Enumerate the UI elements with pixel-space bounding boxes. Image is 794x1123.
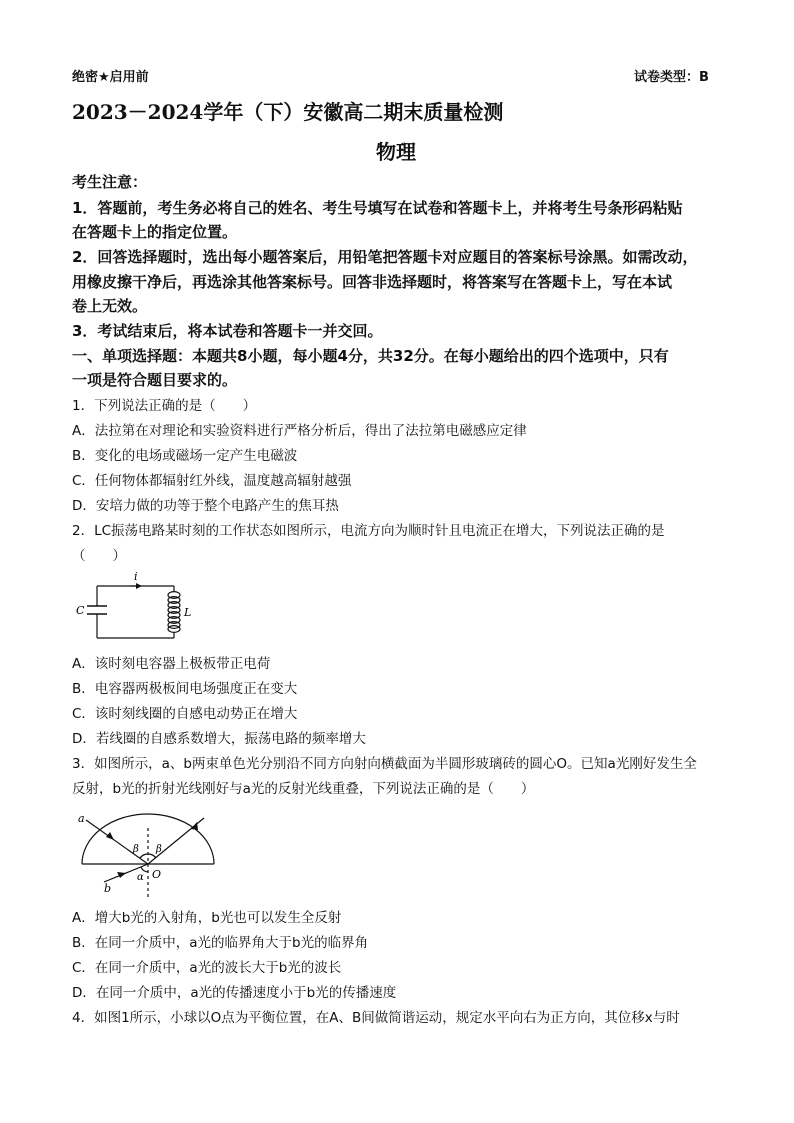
notice-item-2-line-3: 卷上无效。 — [72, 297, 148, 315]
ray-a-arrow — [106, 832, 114, 840]
section-1-heading-line-1: 一、单项选择题：本题共8小题，每小题4分，共32分。在每小题给出的四个选项中，只有 — [72, 347, 669, 365]
ray-b-label: b — [104, 882, 112, 895]
question-3-option-c: C．在同一介质中，a光的波长大于b光的波长 — [72, 960, 342, 976]
ray-a-incident — [86, 820, 148, 864]
notice-item-2-line-2: 用橡皮擦干净后，再选涂其他答案标号。回答非选择题时，将答案写在答题卡上，写在本试 — [72, 273, 673, 291]
semicircle-arc — [82, 814, 214, 864]
notice-item-1-line-2: 在答题卡上的指定位置。 — [72, 223, 238, 241]
subject-title: 物理 — [376, 140, 416, 164]
question-2-option-a: A．该时刻电容器上极板带正电荷 — [72, 656, 271, 672]
ray-b-arrow — [117, 872, 126, 878]
lc-circuit-figure — [70, 568, 200, 650]
question-1-stem: 1．下列说法正确的是（ ） — [72, 398, 257, 414]
notice-item-1-line-1: 1．答题前，考生务必将自己的姓名、考生号填写在试卷和答题卡上，并将考生号条形码粘贴 — [72, 199, 683, 217]
question-1-option-b: B．变化的电场或磁场一定产生电磁波 — [72, 448, 298, 464]
center-o-label: O — [152, 868, 162, 881]
beta-left-arc — [140, 854, 148, 858]
inductor-coil — [168, 592, 180, 633]
question-4-stem-line-1: 4．如图1所示，小球以O点为平衡位置，在A、B间做简谐运动，规定水平向右为正方向，其位移x与时 — [72, 1010, 680, 1026]
notice-item-2-line-1: 2．回答选择题时，选出每小题答案后，用铅笔把答题卡对应题目的答案标号涂黑。如需改动， — [72, 248, 698, 266]
question-3-stem-line-2: 反射，b光的折射光线刚好与a光的反射光线重叠，下列说法正确的是（ ） — [72, 781, 535, 797]
question-3-stem-line-1: 3．如图所示，a、b两束单色光分别沿不同方向射向横截面为半圆形玻璃砖的圆心O。已知a光刚好发生全 — [72, 756, 697, 772]
section-1-heading-line-2: 一项是符合题目要求的。 — [72, 371, 238, 389]
question-3-option-b: B．在同一介质中，a光的临界角大于b光的临界角 — [72, 935, 369, 951]
reflected-ray-arrow — [191, 822, 198, 830]
beta-left-label: β — [133, 844, 139, 855]
question-2-option-d: D．若线圈的自感系数增大，振荡电路的频率增大 — [72, 731, 366, 747]
semicircle-glass-figure — [70, 804, 220, 900]
question-3-option-d: D．在同一介质中，a光的传播速度小于b光的传播速度 — [72, 985, 397, 1001]
ray-a-label: a — [78, 812, 85, 825]
paper-type-label: 试卷类型：B — [634, 70, 709, 85]
beta-right-label: β — [156, 844, 162, 855]
question-2-option-c: C．该时刻线圈的自感电动势正在增大 — [72, 706, 298, 722]
question-2-stem-line-1: 2．LC振荡电路某时刻的工作状态如图所示，电流方向为顺时针且电流正在增大，下列说法正确的是 — [72, 523, 665, 539]
question-1-option-a: A．法拉第在对理论和实验资料进行严格分析后，得出了法拉第电磁感应定律 — [72, 423, 527, 439]
question-1-option-c: C．任何物体都辐射红外线，温度越高辐射越强 — [72, 473, 352, 489]
notice-heading: 考生注意： — [72, 173, 148, 191]
current-label: i — [134, 570, 138, 583]
exam-title: 2023－2024学年（下）安徽高二期末质量检测 — [72, 100, 504, 124]
question-2-stem-line-2: （ ） — [72, 548, 126, 564]
inductor-label: L — [184, 606, 192, 619]
alpha-label: α — [137, 872, 144, 883]
current-arrow-head — [136, 583, 142, 589]
confidential-label: 绝密★启用前 — [72, 70, 149, 85]
question-2-option-b: B．电容器两极板间电场强度正在变大 — [72, 681, 298, 697]
capacitor-label: C — [76, 604, 85, 617]
beta-right-arc — [148, 854, 156, 858]
question-1-option-d: D．安培力做的功等于整个电路产生的焦耳热 — [72, 498, 339, 514]
question-3-option-a: A．增大b光的入射角，b光也可以发生全反射 — [72, 910, 342, 926]
notice-item-3-line-1: 3．考试结束后，将本试卷和答题卡一并交回。 — [72, 322, 383, 340]
